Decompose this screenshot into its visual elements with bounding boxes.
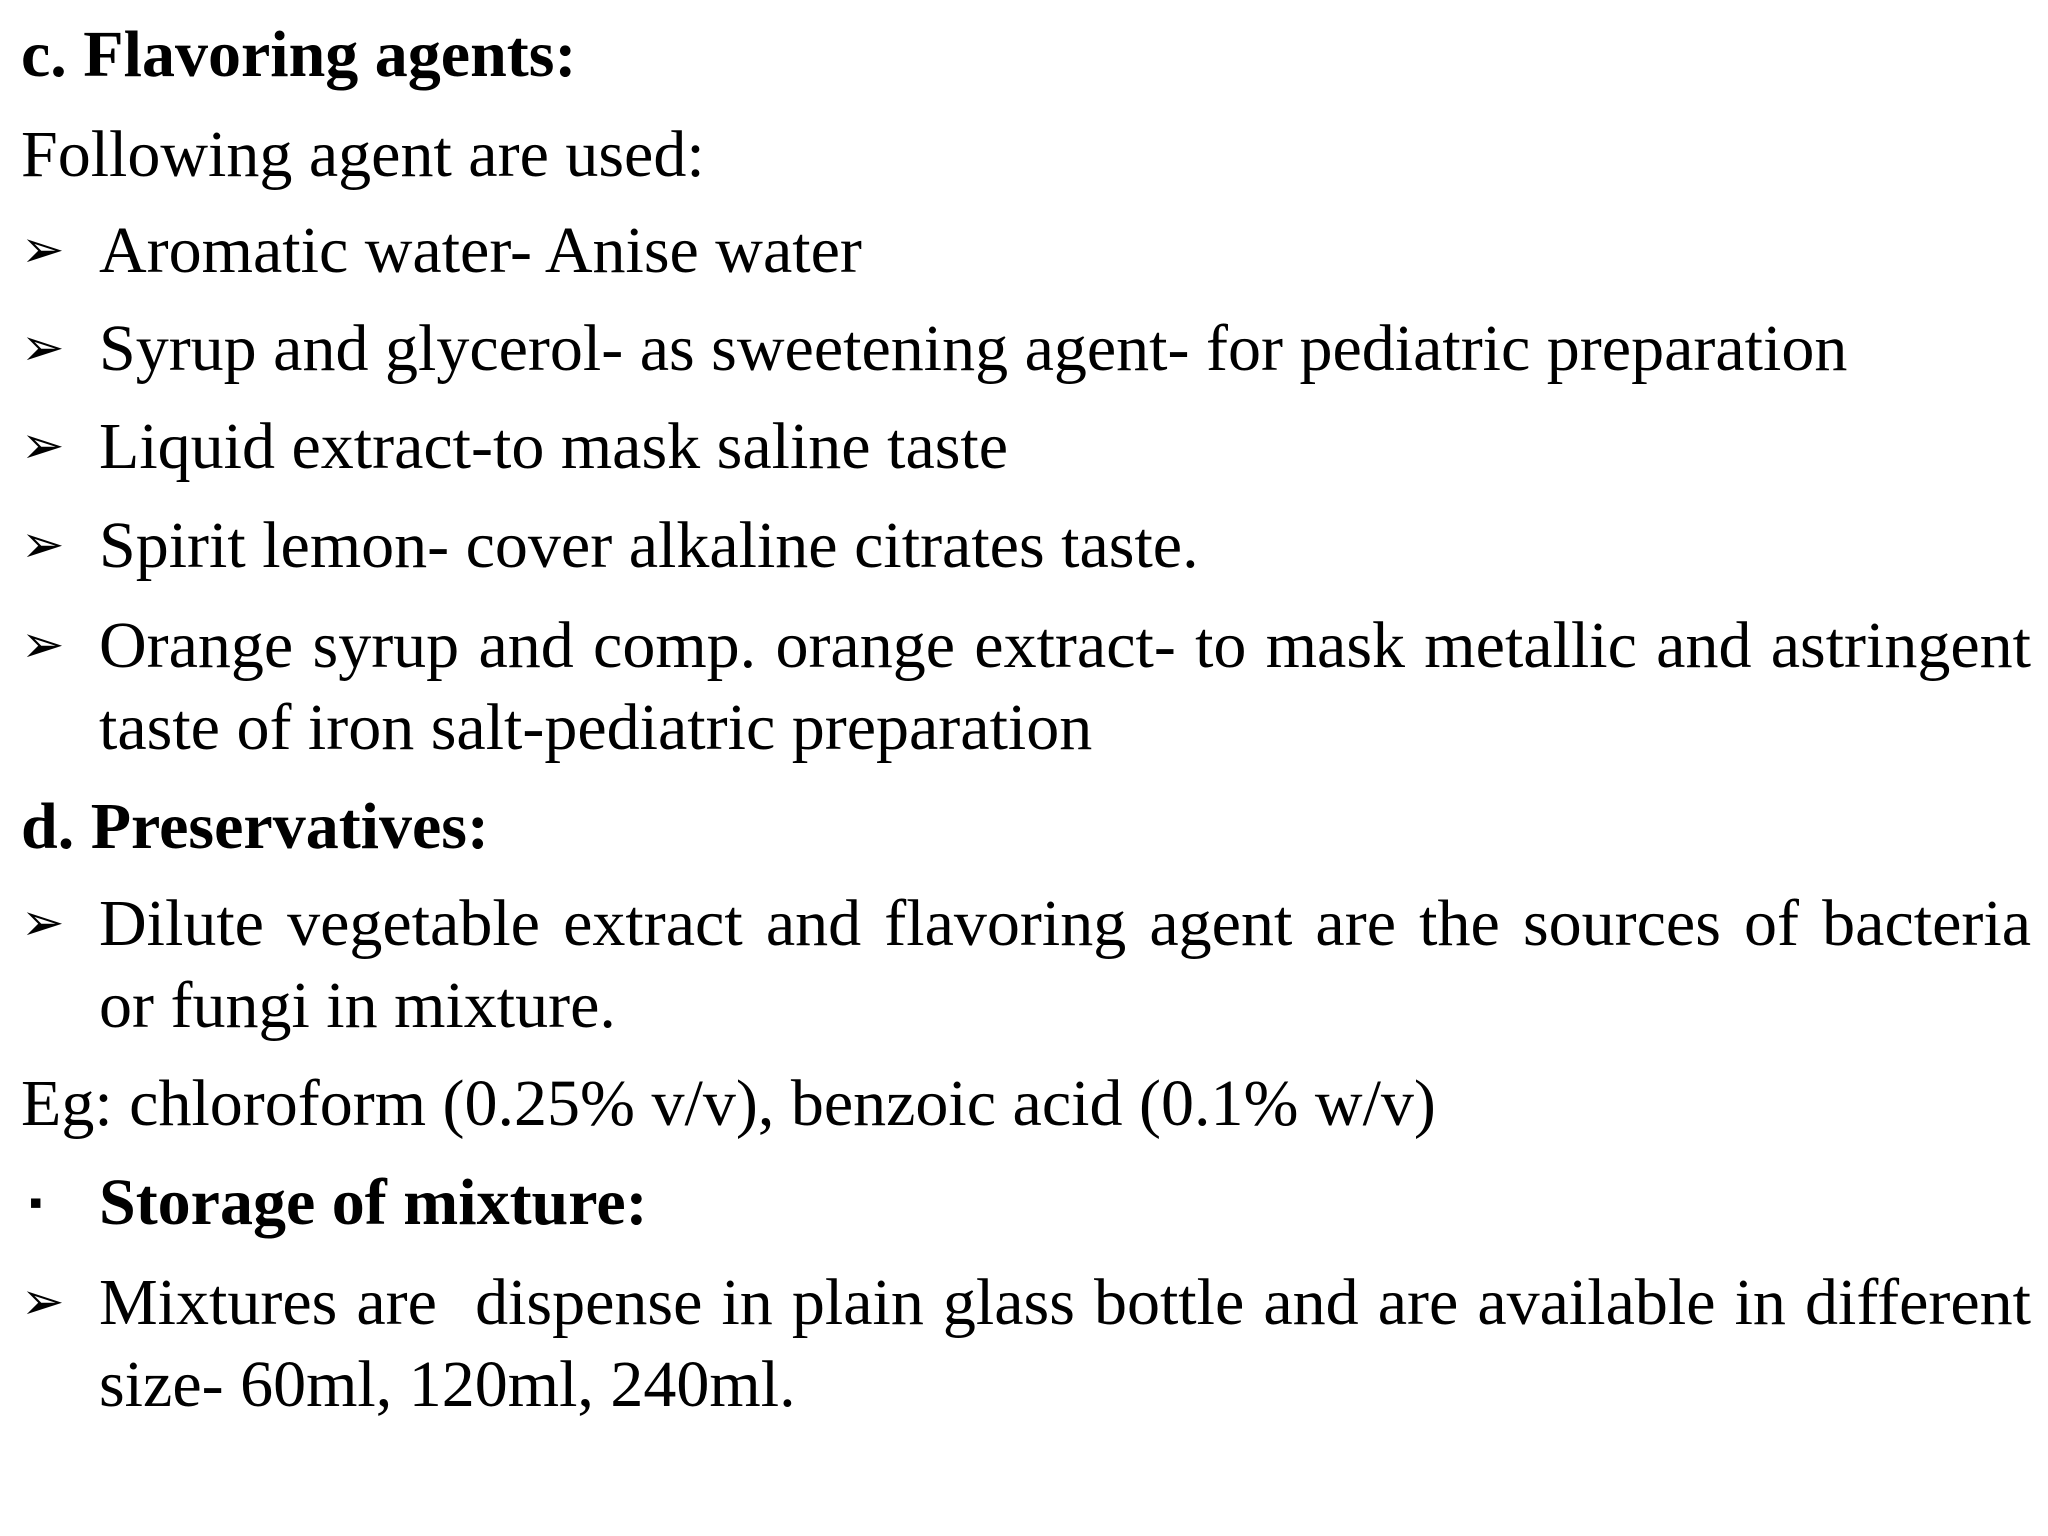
list-item-text: Orange syrup and comp. orange extract- to mask metallic and astringent taste of iron salt-pediatric preparation (99, 609, 2031, 764)
storage-heading-row (21, 1162, 2031, 1244)
section-c-intro: Following agent are used: (21, 118, 705, 191)
section-d-heading: d. Preservatives: (21, 790, 489, 863)
list-item (21, 308, 2031, 390)
list-item-text: Syrup and glycerol- as sweetening agent- for pediatric preparation (99, 312, 1848, 385)
list-item-text: Aromatic water- Anise water (99, 214, 862, 287)
list-item (21, 210, 2031, 292)
arrow-bullet-icon: ➢ (21, 1274, 65, 1331)
list-item (21, 883, 2031, 1047)
section-c-heading: c. Flavoring agents: (21, 18, 577, 91)
arrow-bullet-icon: ➢ (21, 517, 65, 574)
arrow-bullet-icon: ➢ (21, 617, 65, 674)
arrow-bullet-icon: ➢ (21, 418, 65, 475)
list-item-text: Dilute vegetable extract and flavoring agent are the sources of bacteria or fungi in mixture. (99, 887, 2031, 1042)
arrow-bullet-icon: ➢ (21, 895, 65, 952)
storage-heading: Storage of mixture: (99, 1166, 648, 1239)
list-item-text: Spirit lemon- cover alkaline citrates taste. (99, 509, 1199, 582)
list-item (21, 605, 2031, 769)
list-item-text: Liquid extract-to mask saline taste (99, 410, 1009, 483)
list-item (21, 505, 2031, 587)
arrow-bullet-icon: ➢ (21, 222, 65, 279)
list-item (21, 1262, 2048, 1426)
arrow-bullet-icon: ➢ (21, 320, 65, 377)
square-bullet-icon: ▪ (29, 1182, 43, 1224)
list-item (21, 406, 2031, 488)
list-item-text: Mixtures are dispense in plain glass bottle and are available in different size- 60ml, 120ml, 240ml. (99, 1266, 2048, 1421)
preservative-example: Eg: chloroform (0.25% v/v), benzoic acid (0.1% w/v) (21, 1067, 1436, 1140)
